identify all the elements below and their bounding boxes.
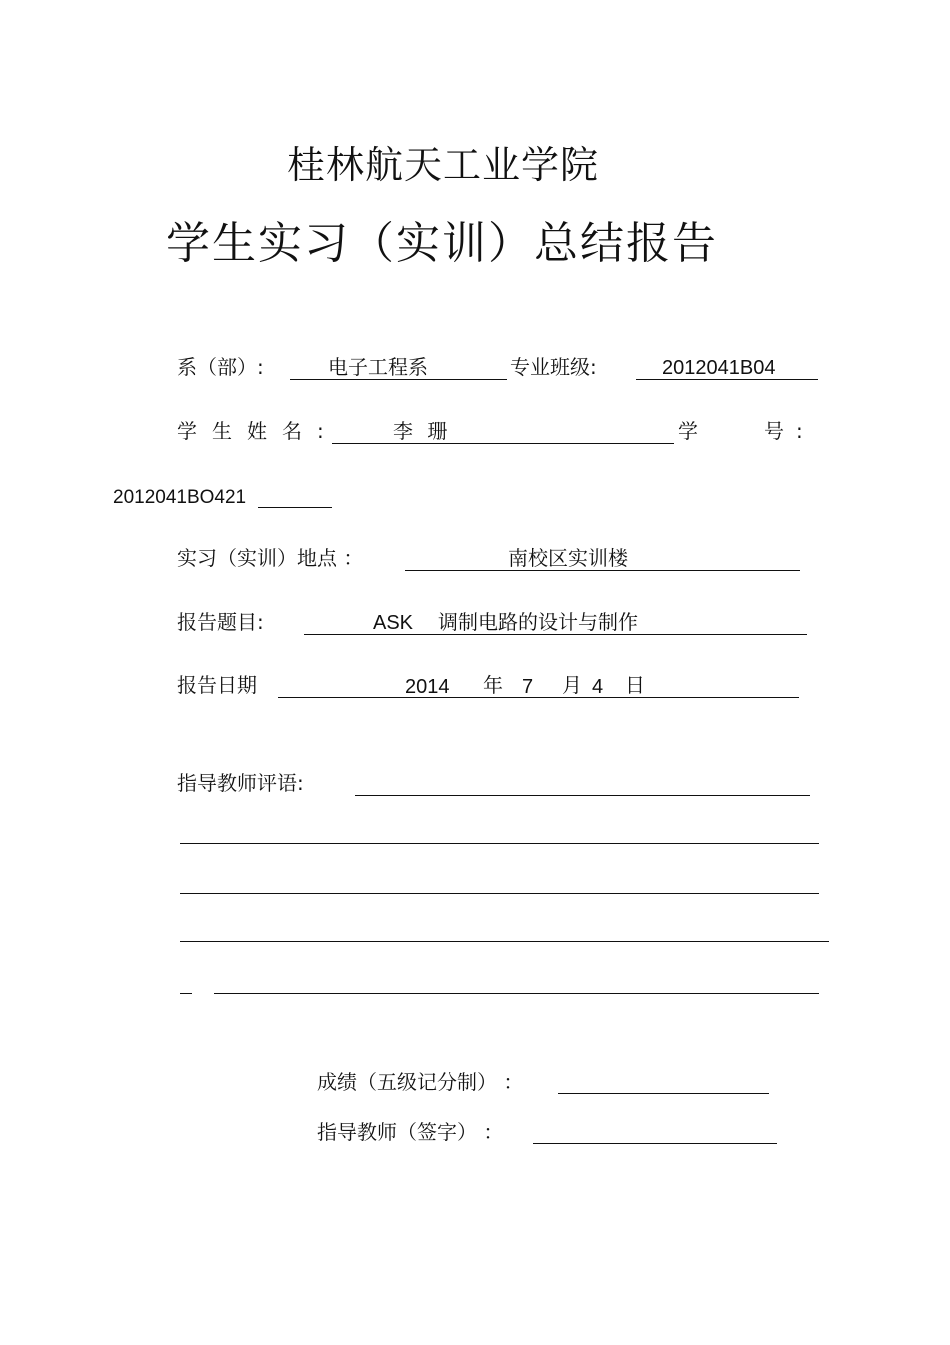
- student-id-value: 2012041BO421: [113, 487, 247, 508]
- student-name-value: 李 珊: [393, 419, 452, 443]
- department-value: 电子工程系: [328, 355, 428, 379]
- comments-line-2: [180, 843, 819, 844]
- signature-underline: [533, 1143, 777, 1144]
- date-day-unit: 日: [625, 673, 645, 697]
- student-id-label-b: 号:: [764, 419, 815, 443]
- location-label: 实习（实训）地点 ：: [177, 546, 364, 570]
- comments-line-5b: [214, 993, 819, 994]
- department-label: 系（部）:: [177, 355, 264, 379]
- grade-underline: [558, 1093, 769, 1094]
- date-underline: [278, 697, 799, 698]
- date-year: 2014: [405, 676, 450, 698]
- comments-line-3: [180, 893, 819, 894]
- comments-line-5a: [180, 993, 192, 994]
- location-underline: [405, 570, 800, 571]
- topic-label: 报告题目:: [177, 610, 264, 634]
- student-name-underline: [332, 443, 674, 444]
- date-day: 4: [592, 676, 604, 698]
- location-value: 南校区实训楼: [508, 546, 628, 570]
- department-underline: [290, 379, 507, 380]
- topic-value-ask: ASK: [373, 612, 414, 634]
- signature-label: 指导教师（签字） ：: [317, 1120, 504, 1144]
- class-label: 专业班级:: [510, 355, 597, 379]
- comments-line-1: [355, 795, 810, 796]
- date-label: 报告日期: [177, 673, 257, 697]
- student-id-label-a: 学: [678, 419, 698, 443]
- date-year-unit: 年: [483, 673, 503, 697]
- topic-underline: [304, 634, 807, 635]
- student-id-underline: [258, 507, 332, 508]
- report-title: 学生实习（实训）总结报告: [166, 218, 718, 269]
- class-underline: [636, 379, 818, 380]
- student-name-label: 学生姓名:: [177, 419, 339, 443]
- topic-value-rest: 调制电路的设计与制作: [438, 610, 638, 634]
- school-name: 桂林航天工业学院: [287, 143, 600, 187]
- comments-label: 指导教师评语:: [177, 771, 304, 795]
- class-value: 2012041B04: [662, 357, 776, 379]
- date-month: 7: [522, 676, 534, 698]
- grade-label: 成绩（五级记分制） ：: [317, 1070, 524, 1094]
- comments-line-4: [180, 941, 829, 942]
- date-month-unit: 月: [562, 673, 582, 697]
